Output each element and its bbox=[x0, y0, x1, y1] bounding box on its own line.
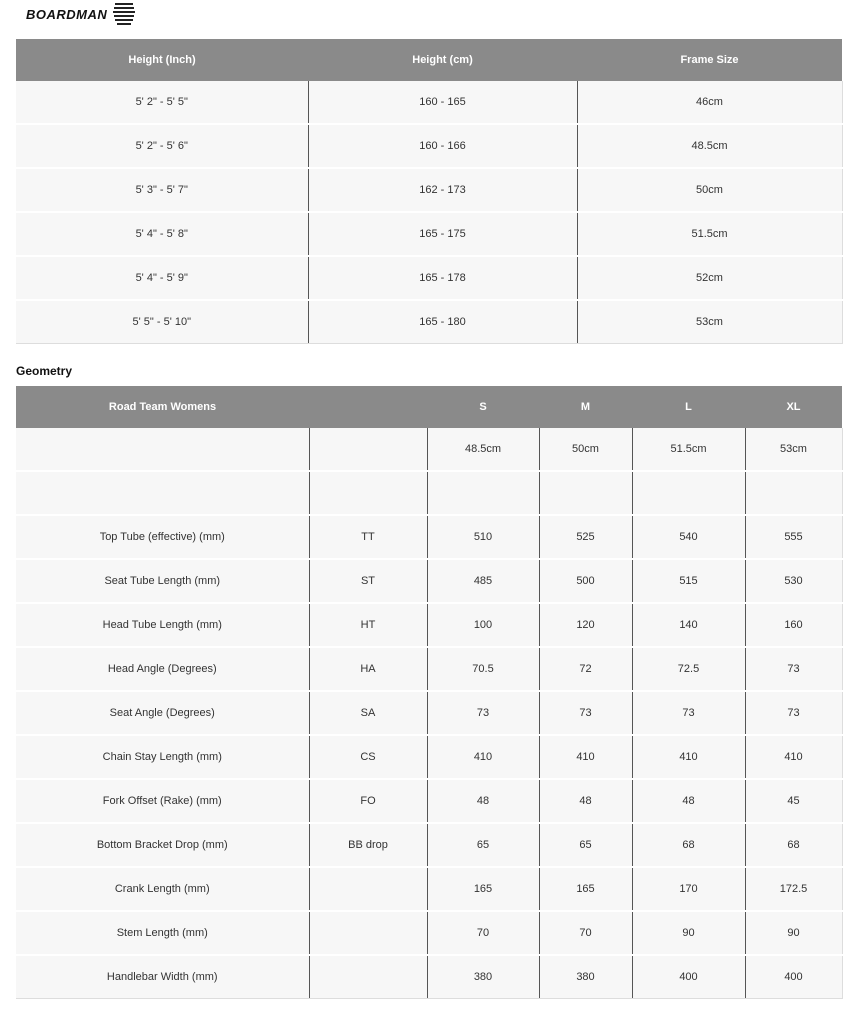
table-row bbox=[16, 256, 842, 300]
cell-size-s: 48.5cm bbox=[427, 428, 539, 471]
cell-height-cm: 165 - 180 bbox=[308, 300, 577, 344]
cell-size-m: 525 bbox=[539, 515, 632, 559]
cell-size-l: 72.5 bbox=[632, 647, 745, 691]
cell-height-cm: 162 - 173 bbox=[308, 168, 577, 212]
cell-measurement bbox=[16, 471, 309, 515]
cell-size-xl bbox=[745, 471, 842, 515]
table-row bbox=[16, 603, 842, 647]
cell-size-l: 540 bbox=[632, 515, 745, 559]
cell-measurement: Crank Length (mm) bbox=[16, 867, 309, 911]
cell-size-xl: 73 bbox=[745, 647, 842, 691]
cell-size-xl: 530 bbox=[745, 559, 842, 603]
table-row bbox=[16, 691, 842, 735]
cell-size-l: 170 bbox=[632, 867, 745, 911]
geometry-heading: Geometry bbox=[16, 364, 73, 378]
cell-frame-size: 48.5cm bbox=[577, 124, 842, 168]
header-size-xl: XL bbox=[745, 386, 842, 428]
cell-height-inch: 5' 2" - 5' 5" bbox=[16, 81, 308, 124]
header-height-cm: Height (cm) bbox=[308, 39, 577, 81]
table-row bbox=[16, 955, 842, 999]
cell-abbreviation bbox=[309, 471, 427, 515]
cell-abbreviation bbox=[309, 428, 427, 471]
cell-size-m: 50cm bbox=[539, 428, 632, 471]
cell-frame-size: 52cm bbox=[577, 256, 842, 300]
cell-size-l: 68 bbox=[632, 823, 745, 867]
cell-size-m bbox=[539, 471, 632, 515]
cell-size-l: 400 bbox=[632, 955, 745, 999]
cell-size-s: 380 bbox=[427, 955, 539, 999]
cell-size-s: 485 bbox=[427, 559, 539, 603]
cell-height-inch: 5' 5" - 5' 10" bbox=[16, 300, 308, 344]
cell-measurement: Fork Offset (Rake) (mm) bbox=[16, 779, 309, 823]
table-row bbox=[16, 735, 842, 779]
size-table-header-row bbox=[16, 39, 842, 81]
cell-size-m: 165 bbox=[539, 867, 632, 911]
cell-size-xl: 172.5 bbox=[745, 867, 842, 911]
cell-size-l: 140 bbox=[632, 603, 745, 647]
cell-size-xl: 160 bbox=[745, 603, 842, 647]
cell-height-cm: 165 - 175 bbox=[308, 212, 577, 256]
table-row bbox=[16, 300, 842, 344]
cell-frame-size: 46cm bbox=[577, 81, 842, 124]
cell-abbreviation: CS bbox=[309, 735, 427, 779]
cell-measurement: Head Tube Length (mm) bbox=[16, 603, 309, 647]
table-row bbox=[16, 779, 842, 823]
cell-abbreviation bbox=[309, 867, 427, 911]
cell-size-s: 510 bbox=[427, 515, 539, 559]
cell-height-inch: 5' 2" - 5' 6" bbox=[16, 124, 308, 168]
cell-abbreviation: SA bbox=[309, 691, 427, 735]
cell-abbreviation: HT bbox=[309, 603, 427, 647]
cell-size-l: 51.5cm bbox=[632, 428, 745, 471]
cell-size-s: 70.5 bbox=[427, 647, 539, 691]
cell-height-inch: 5' 4" - 5' 9" bbox=[16, 256, 308, 300]
cell-size-m: 72 bbox=[539, 647, 632, 691]
cell-height-cm: 160 - 165 bbox=[308, 81, 577, 124]
cell-size-xl: 68 bbox=[745, 823, 842, 867]
cell-measurement: Bottom Bracket Drop (mm) bbox=[16, 823, 309, 867]
cell-size-m: 380 bbox=[539, 955, 632, 999]
cell-size-m: 500 bbox=[539, 559, 632, 603]
cell-size-s: 73 bbox=[427, 691, 539, 735]
table-row bbox=[16, 168, 842, 212]
brand-name: BOARDMAN bbox=[26, 6, 108, 22]
cell-size-m: 65 bbox=[539, 823, 632, 867]
cell-frame-size: 53cm bbox=[577, 300, 842, 344]
geometry-header-row bbox=[16, 386, 842, 428]
cell-size-l: 90 bbox=[632, 911, 745, 955]
cell-frame-size: 50cm bbox=[577, 168, 842, 212]
cell-abbreviation: FO bbox=[309, 779, 427, 823]
cell-abbreviation: TT bbox=[309, 515, 427, 559]
cell-size-xl: 90 bbox=[745, 911, 842, 955]
cell-size-m: 120 bbox=[539, 603, 632, 647]
header-height-inch: Height (Inch) bbox=[16, 39, 308, 81]
cell-frame-size: 51.5cm bbox=[577, 212, 842, 256]
cell-size-s: 100 bbox=[427, 603, 539, 647]
geometry-table bbox=[16, 386, 843, 999]
table-row bbox=[16, 212, 842, 256]
table-row bbox=[16, 911, 842, 955]
table-row bbox=[16, 867, 842, 911]
cell-size-s: 48 bbox=[427, 779, 539, 823]
brand-logo bbox=[26, 0, 137, 28]
cell-abbreviation: ST bbox=[309, 559, 427, 603]
cell-size-s: 165 bbox=[427, 867, 539, 911]
cell-measurement bbox=[16, 428, 309, 471]
cell-size-l: 48 bbox=[632, 779, 745, 823]
cell-measurement: Stem Length (mm) bbox=[16, 911, 309, 955]
table-row bbox=[16, 428, 842, 471]
cell-measurement: Top Tube (effective) (mm) bbox=[16, 515, 309, 559]
table-row bbox=[16, 124, 842, 168]
header-size-m: M bbox=[539, 386, 632, 428]
cell-size-l: 410 bbox=[632, 735, 745, 779]
cell-size-xl: 73 bbox=[745, 691, 842, 735]
cell-size-m: 70 bbox=[539, 911, 632, 955]
cell-measurement: Chain Stay Length (mm) bbox=[16, 735, 309, 779]
cell-height-cm: 160 - 166 bbox=[308, 124, 577, 168]
cell-size-xl: 555 bbox=[745, 515, 842, 559]
cell-size-xl: 53cm bbox=[745, 428, 842, 471]
cell-size-l: 515 bbox=[632, 559, 745, 603]
cell-measurement: Seat Tube Length (mm) bbox=[16, 559, 309, 603]
table-row bbox=[16, 823, 842, 867]
table-row bbox=[16, 515, 842, 559]
table-row bbox=[16, 471, 842, 515]
table-row bbox=[16, 559, 842, 603]
cell-size-xl: 45 bbox=[745, 779, 842, 823]
cell-size-m: 73 bbox=[539, 691, 632, 735]
table-row bbox=[16, 81, 842, 124]
cell-size-xl: 410 bbox=[745, 735, 842, 779]
cell-size-xl: 400 bbox=[745, 955, 842, 999]
cell-abbreviation: BB drop bbox=[309, 823, 427, 867]
cell-abbreviation: HA bbox=[309, 647, 427, 691]
cell-size-l bbox=[632, 471, 745, 515]
table-row bbox=[16, 647, 842, 691]
header-abbreviation bbox=[309, 386, 427, 428]
cell-measurement: Handlebar Width (mm) bbox=[16, 955, 309, 999]
cell-abbreviation bbox=[309, 955, 427, 999]
header-frame-size: Frame Size bbox=[577, 39, 842, 81]
cell-size-l: 73 bbox=[632, 691, 745, 735]
cell-size-m: 410 bbox=[539, 735, 632, 779]
cell-size-s: 65 bbox=[427, 823, 539, 867]
header-size-l: L bbox=[632, 386, 745, 428]
cell-size-s: 70 bbox=[427, 911, 539, 955]
header-size-s: S bbox=[427, 386, 539, 428]
cell-size-s: 410 bbox=[427, 735, 539, 779]
cell-size-m: 48 bbox=[539, 779, 632, 823]
cell-height-inch: 5' 4" - 5' 8" bbox=[16, 212, 308, 256]
cell-abbreviation bbox=[309, 911, 427, 955]
header-model-name: Road Team Womens bbox=[16, 386, 309, 428]
frame-size-table bbox=[16, 39, 843, 344]
cell-measurement: Head Angle (Degrees) bbox=[16, 647, 309, 691]
boardman-stripes-icon bbox=[111, 1, 137, 27]
cell-height-cm: 165 - 178 bbox=[308, 256, 577, 300]
cell-height-inch: 5' 3" - 5' 7" bbox=[16, 168, 308, 212]
cell-measurement: Seat Angle (Degrees) bbox=[16, 691, 309, 735]
cell-size-s bbox=[427, 471, 539, 515]
